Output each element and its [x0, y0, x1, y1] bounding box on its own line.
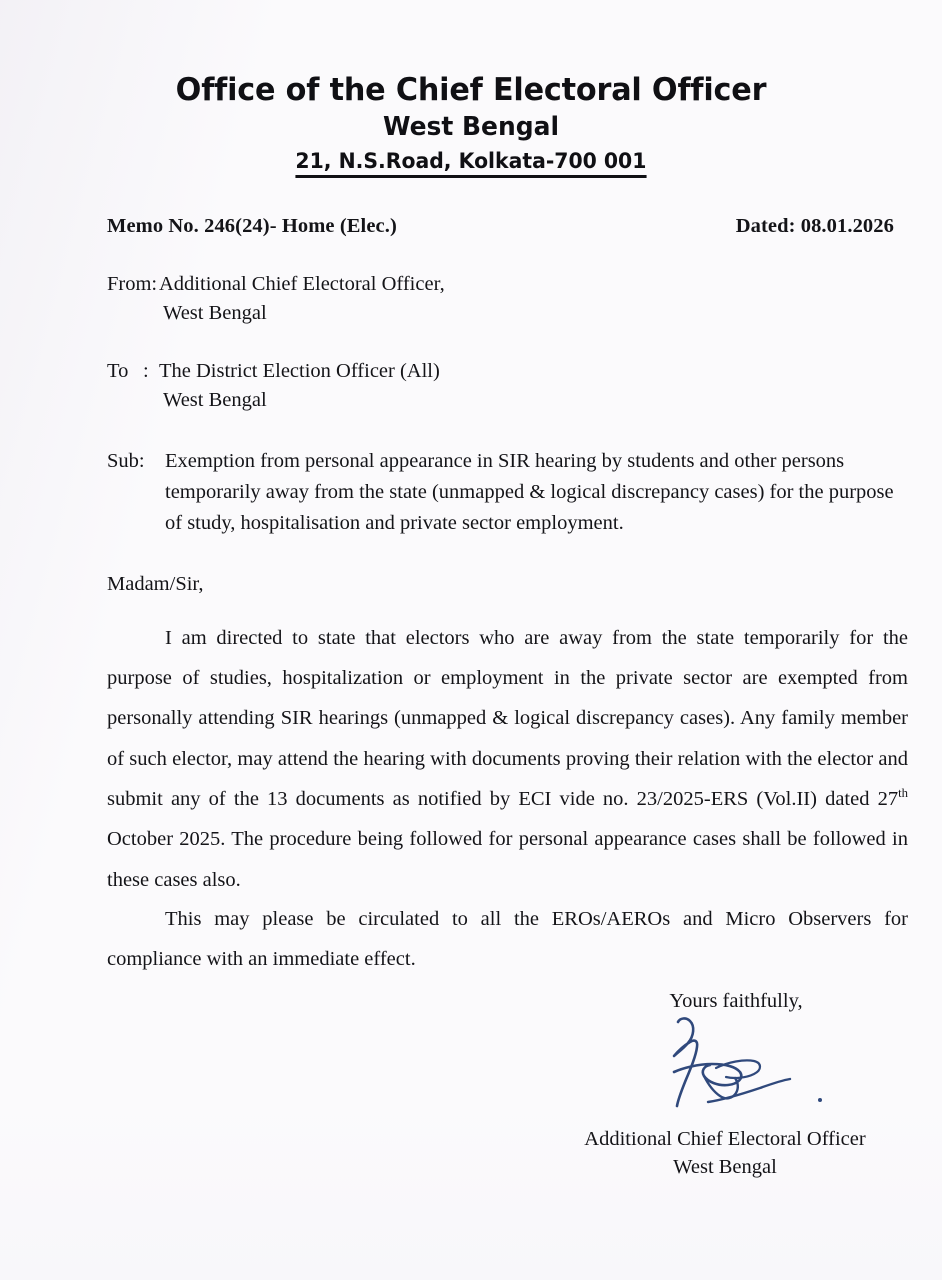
body-p1-ordinal-suffix: th: [898, 786, 908, 801]
subject-text: Exemption from personal appearance in SIR hearing by students and other persons temporarily away from the state (unmapped & logical discrepancy cases) for the purpose of study, hospitalisation and private sector employment.: [165, 449, 894, 535]
letterhead: [0, 0, 942, 178]
handwritten-signature-icon: [650, 1012, 850, 1122]
to-block: [107, 357, 942, 415]
signatory-designation: Additional Chief Electoral Officer: [584, 1127, 866, 1150]
to-colon: :: [143, 360, 149, 383]
letterhead-address: 21, N.S.Road, Kolkata-700 001: [296, 149, 647, 178]
signature-dot: [818, 1098, 822, 1102]
letterhead-office-title: Office of the Chief Electoral Officer: [175, 72, 767, 108]
closing-salutation: Yours faithfully,: [669, 990, 803, 1012]
to-label: To: [107, 360, 129, 383]
body-p1-part1: I am directed to state that electors who are away from the state temporarily for the purpose of studies, hospitalization or employment in the private sector are exempted from personally attending SIR hearings (unmapped & logical discrepancy cases). Any family member of such elector, may attend the hearing with documents proving their relation with the elector and submit any of the 13 documents as notified by ECI vide no. 23/2025-ERS (Vol.II) dated 27: [107, 626, 908, 811]
memo-row: [107, 215, 894, 238]
to-row: [107, 357, 942, 386]
from-block: [107, 270, 942, 328]
memo-number: Memo No. 246(24)- Home (Elec.): [107, 215, 397, 238]
signatory-state: West Bengal: [673, 1156, 777, 1179]
to-state: West Bengal: [163, 389, 267, 412]
memo-date: Dated: 08.01.2026: [735, 215, 894, 238]
to-name: The District Election Officer (All): [159, 360, 440, 383]
subject-label: Sub:: [107, 449, 145, 472]
from-row: [107, 270, 942, 299]
salutation: Madam/Sir,: [107, 572, 204, 595]
body-paragraph-2: This may please be circulated to all the EROs/AEROs and Micro Observers for compliance with an immediate effect.: [107, 908, 908, 970]
subject-block: [107, 446, 908, 540]
from-state: West Bengal: [163, 302, 267, 325]
signature-mark-wrap: [540, 1016, 910, 1128]
body-p1-part2: October 2025. The procedure being followed for personal appearance cases shall be followed in these cases also.: [107, 828, 908, 891]
address-block: [107, 270, 942, 415]
body-paragraph-1: [107, 618, 908, 901]
letterhead-state: West Bengal: [382, 112, 560, 143]
from-label: From:: [107, 273, 158, 296]
from-name: Additional Chief Electoral Officer,: [159, 273, 445, 296]
signature-block: [540, 988, 910, 1182]
